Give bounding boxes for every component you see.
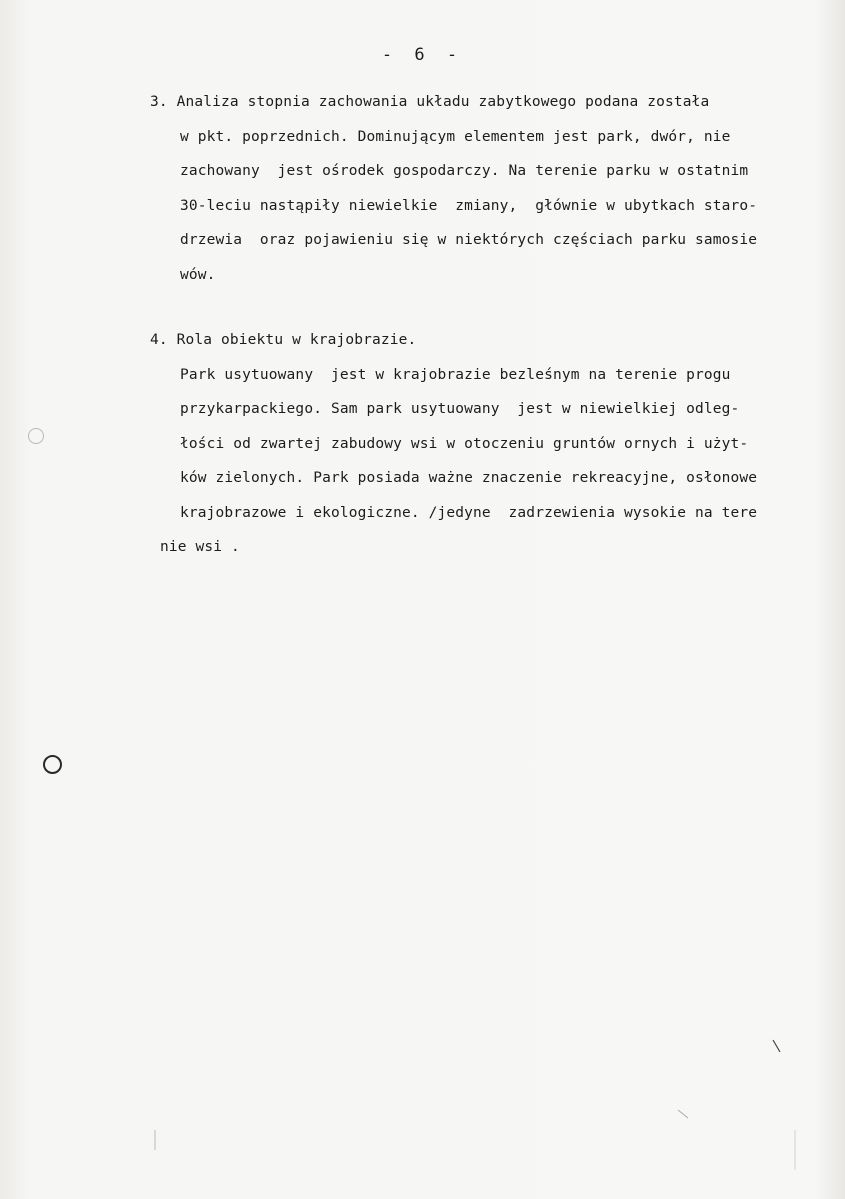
text-line: 3. Analiza stopnia zachowania układu zabytkowego podana została — [150, 94, 710, 110]
scan-mark — [678, 1110, 688, 1118]
text-line: wów. — [180, 266, 216, 283]
text-line: przykarpackiego. Sam park usytuowany jest w niewielkiej odleg- — [180, 401, 740, 417]
section-heading: 4. Rola obiektu w krajobrazie. — [150, 332, 417, 348]
text-line: łości od zwartej zabudowy wsi w otoczeniu gruntów ornych i użyt- — [180, 435, 749, 452]
text-line: 30-leciu nastąpiły niewielkie zmiany, głównie w ubytkach staro- — [180, 197, 758, 214]
text-line: nie wsi . — [160, 539, 240, 555]
text-line: krajobrazowe i ekologiczne. /jedyne zadrzewienia wysokie na tere — [180, 504, 758, 521]
text-line: zachowany jest ośrodek gospodarczy. Na terenie parku w ostatnim — [180, 163, 749, 179]
scan-mark — [773, 1040, 780, 1052]
text-line: w pkt. poprzednich. Dominującym elementem jest park, dwór, nie — [180, 128, 731, 145]
page-number: - 6 - — [381, 45, 464, 65]
text-line: Park usytuowany jest w krajobrazie bezleśnym na terenie progu — [180, 366, 731, 383]
text-line: drzewia oraz pojawieniu się w niektórych częściach parku samosie — [180, 232, 758, 248]
text-line: ków zielonych. Park posiada ważne znaczenie rekreacyjne, osłonowe — [180, 470, 758, 486]
